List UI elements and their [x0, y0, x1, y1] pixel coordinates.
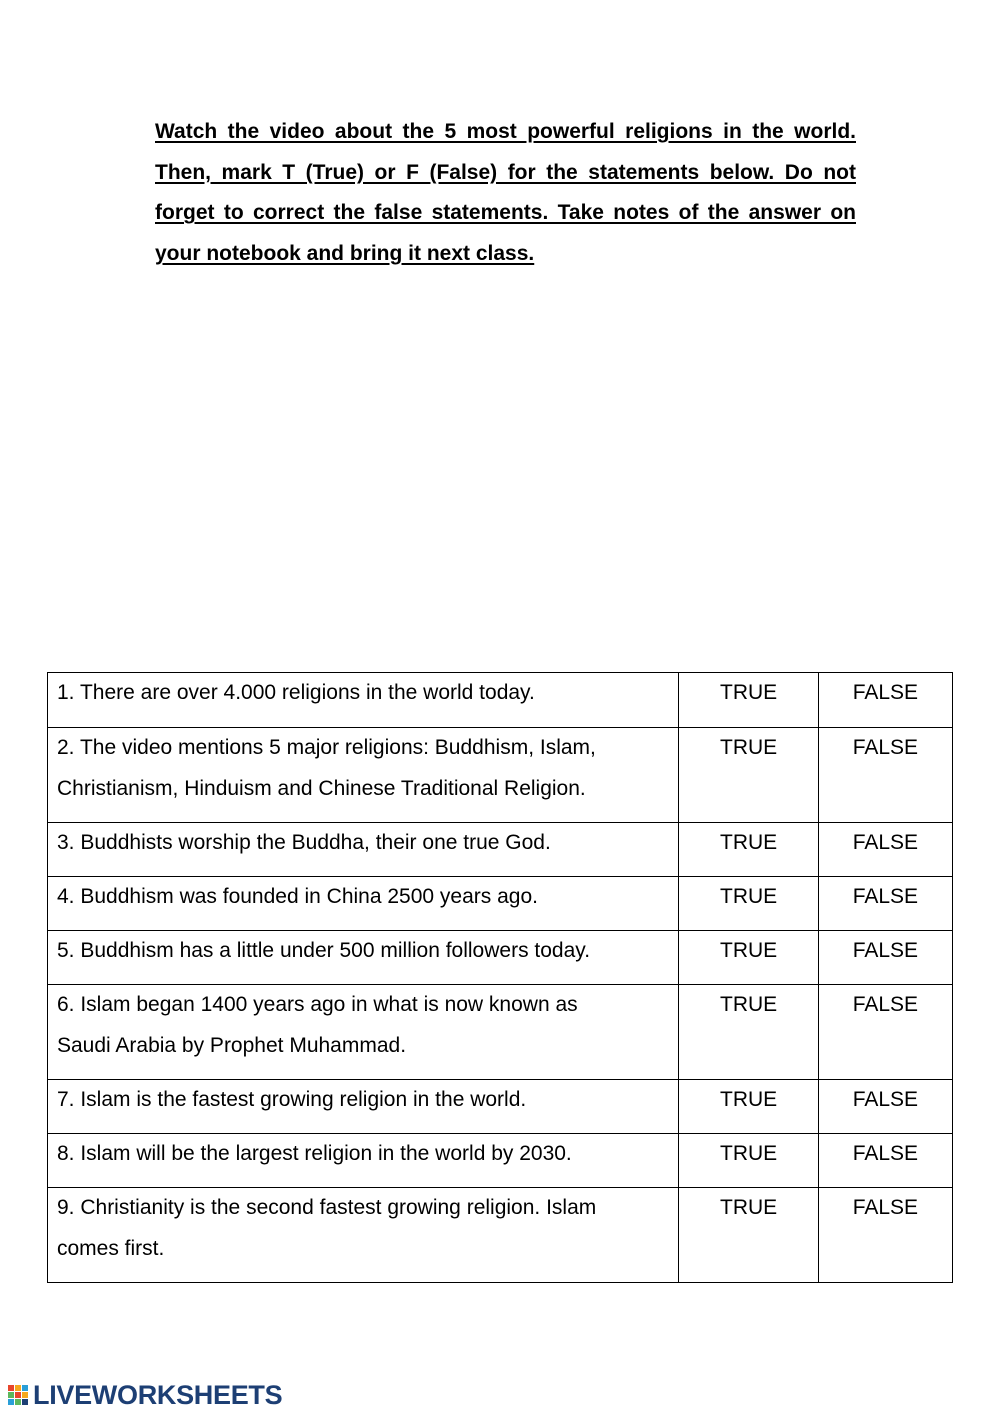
logo-square — [15, 1392, 21, 1398]
statement-cell — [48, 877, 679, 931]
statement-line: 2. The video mentions 5 major religions: Buddhism, Islam, — [57, 736, 596, 759]
table-row — [48, 985, 953, 1080]
statement-cell — [48, 728, 679, 823]
logo-square — [15, 1399, 21, 1405]
true-option[interactable]: TRUE — [679, 1080, 818, 1134]
false-option[interactable]: FALSE — [818, 877, 952, 931]
true-option[interactable]: TRUE — [679, 728, 818, 823]
statement-cell — [48, 931, 679, 985]
true-option[interactable]: TRUE — [679, 673, 818, 728]
statement-line: 3. Buddhists worship the Buddha, their one true God. — [57, 831, 551, 854]
false-option[interactable]: FALSE — [818, 728, 952, 823]
statement-line: 8. Islam will be the largest religion in the world by 2030. — [57, 1142, 572, 1165]
table-row — [48, 673, 953, 728]
statement-cell — [48, 1188, 679, 1283]
false-option[interactable]: FALSE — [818, 1080, 952, 1134]
statement-line: 7. Islam is the fastest growing religion in the world. — [57, 1088, 527, 1111]
logo-square — [15, 1385, 21, 1391]
statement-line: 6. Islam began 1400 years ago in what is now known as — [57, 993, 578, 1016]
table-row — [48, 728, 953, 823]
logo-square — [8, 1392, 14, 1398]
true-option[interactable]: TRUE — [679, 877, 818, 931]
table-row — [48, 931, 953, 985]
table-row — [48, 1134, 953, 1188]
true-option[interactable]: TRUE — [679, 1188, 818, 1283]
false-option[interactable]: FALSE — [818, 823, 952, 877]
table-row — [48, 823, 953, 877]
true-option[interactable]: TRUE — [679, 931, 818, 985]
table-row — [48, 1080, 953, 1134]
statement-line: Saudi Arabia by Prophet Muhammad. — [57, 1033, 407, 1057]
true-option[interactable]: TRUE — [679, 1134, 818, 1188]
logo-square — [22, 1399, 28, 1405]
logo-square — [22, 1392, 28, 1398]
statement-line: 1. There are over 4.000 religions in the world today. — [57, 681, 535, 704]
table-row — [48, 1188, 953, 1283]
logo-mark-icon — [8, 1385, 30, 1407]
statement-cell — [48, 985, 679, 1080]
statement-line: Christianism, Hinduism and Chinese Traditional Religion. — [57, 776, 586, 800]
logo-square — [8, 1399, 14, 1405]
statement-line: 5. Buddhism has a little under 500 million followers today. — [57, 939, 591, 962]
logo-square — [8, 1385, 14, 1391]
statement-line: comes first. — [57, 1236, 165, 1260]
true-option[interactable]: TRUE — [679, 985, 818, 1080]
true-option[interactable]: TRUE — [679, 823, 818, 877]
statement-line: 4. Buddhism was founded in China 2500 years ago. — [57, 885, 538, 908]
statement-cell — [48, 823, 679, 877]
statement-cell — [48, 673, 679, 728]
false-option[interactable]: FALSE — [818, 673, 952, 728]
false-option[interactable]: FALSE — [818, 1134, 952, 1188]
statement-cell — [48, 1134, 679, 1188]
statement-line: 9. Christianity is the second fastest growing religion. Islam — [57, 1196, 597, 1219]
logo-text: LIVEWORKSHEETS — [33, 1379, 283, 1410]
liveworksheets-logo — [8, 1380, 282, 1410]
false-option[interactable]: FALSE — [818, 1188, 952, 1283]
logo-square — [22, 1385, 28, 1391]
instructions-text: Watch the video about the 5 most powerful religions in the world. Then, mark T (True) or F (False) for the statements below. Do not forget to correct the false statements. Take notes of the answer on your notebook and bring it next class. — [155, 120, 856, 265]
table-row — [48, 877, 953, 931]
statement-cell — [48, 1080, 679, 1134]
false-option[interactable]: FALSE — [818, 931, 952, 985]
false-option[interactable]: FALSE — [818, 985, 952, 1080]
true-false-table — [47, 672, 953, 1283]
